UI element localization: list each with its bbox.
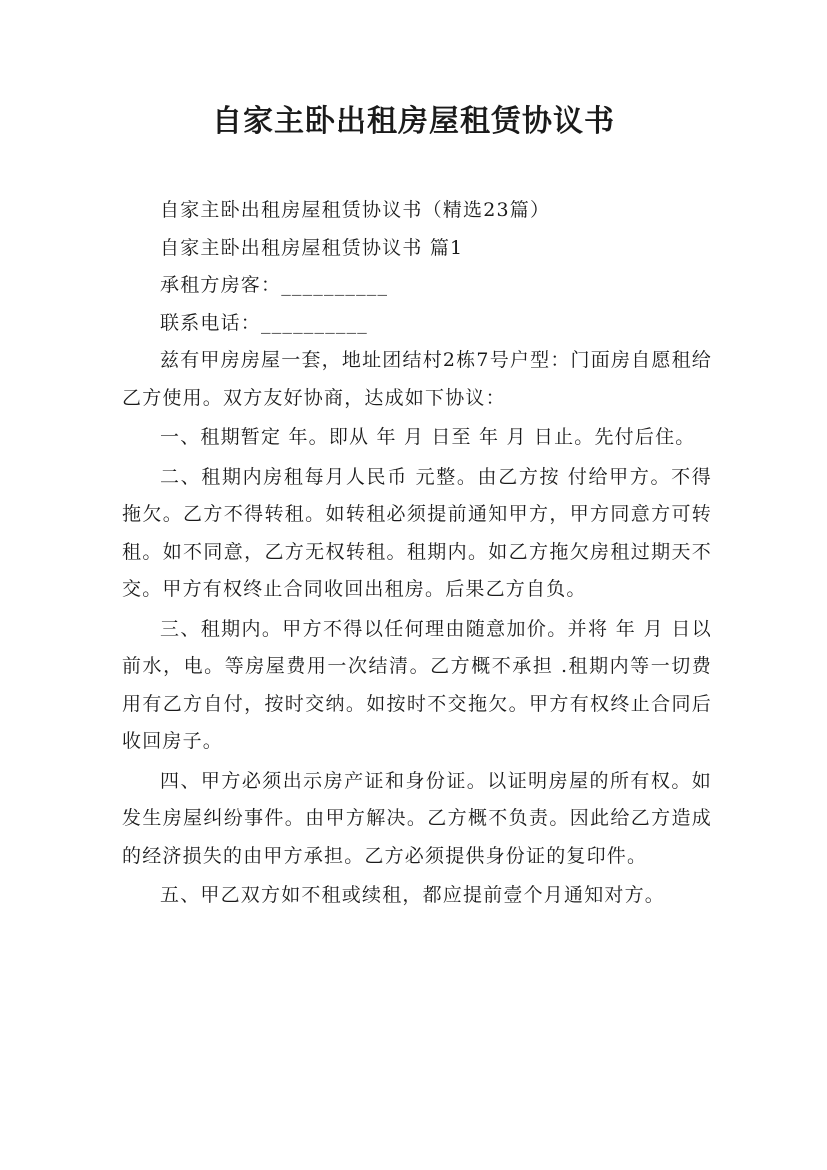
- paragraph-clause-1: 一、租期暂定 年。即从 年 月 日至 年 月 日止。先付后住。: [160, 426, 696, 448]
- paragraph-section-heading: 自家主卧出租房屋租赁协议书 篇1: [160, 236, 464, 259]
- paragraph-clause-5: 五、甲乙双方如不租或续租，都应提前壹个月通知对方。: [160, 884, 666, 906]
- document-body: [122, 192, 712, 915]
- document-title: 自家主卧出租房屋租赁协议书: [212, 104, 615, 139]
- paragraph-tenant: 承租方房客：__________: [160, 274, 389, 296]
- paragraph-clause-2: 二、租期内房租每月人民币 元整。由乙方按 付给甲方。不得拖欠。乙方不得转租。如转租必须提前通知甲方，甲方同意方可转租。如不同意，乙方无权转租。租期内。如乙方拖欠房租过期天不交。甲方有权终止合同收回出租房。后果乙方自负。: [122, 465, 712, 600]
- paragraph-intro: 兹有甲房房屋一套，地址团结村2栋7号户型：门面房自愿租给乙方使用。双方友好协商，达成如下协议：: [122, 349, 712, 409]
- paragraph-phone: 联系电话：__________: [160, 311, 369, 334]
- paragraph-clause-3: 三、租期内。甲方不得以任何理由随意加价。并将 年 月 日以前水，电。等房屋费用一次结清。乙方概不承担 .租期内等一切费用有乙方自付，按时交纳。如按时不交拖欠。甲方有权终止合同后收回房子。: [122, 617, 712, 752]
- paragraph-subtitle: 自家主卧出租房屋租赁协议书（精选23篇）: [160, 199, 551, 221]
- paragraph-clause-4: 四、甲方必须出示房产证和身份证。以证明房屋的所有权。如发生房屋纠纷事件。由甲方解决。乙方概不负责。因此给乙方造成的经济损失的由甲方承担。乙方必须提供身份证的复印件。: [122, 769, 712, 867]
